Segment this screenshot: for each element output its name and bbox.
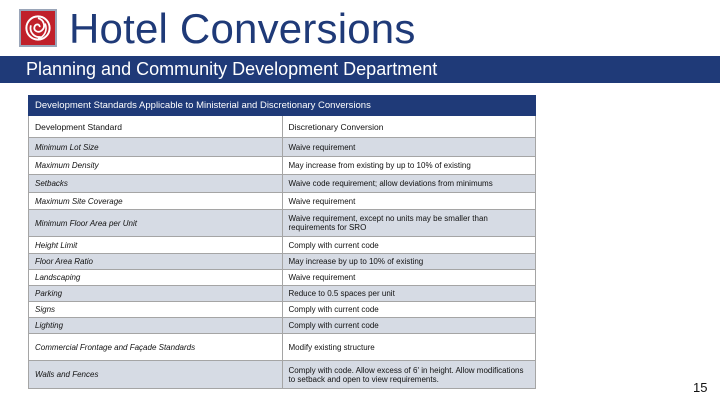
page-number: 15: [693, 380, 708, 395]
department-subtitle: Planning and Community Development Department: [26, 59, 438, 79]
standards-table: [28, 95, 536, 389]
value-cell: Comply with current code: [282, 237, 536, 254]
value-cell: May increase by up to 10% of existing: [282, 254, 536, 270]
value-cell: Comply with current code: [282, 302, 536, 318]
standard-cell: Minimum Lot Size: [29, 138, 283, 157]
table-row: [29, 361, 536, 389]
table-caption-row: [29, 96, 536, 116]
table-row: [29, 210, 536, 237]
table-row: [29, 175, 536, 193]
standard-cell: Walls and Fences: [29, 361, 283, 389]
table-row: [29, 270, 536, 286]
value-cell: May increase from existing by up to 10% of existing: [282, 157, 536, 175]
standard-cell: Height Limit: [29, 237, 283, 254]
value-cell: Reduce to 0.5 spaces per unit: [282, 286, 536, 302]
column-header-standard: Development Standard: [29, 116, 283, 138]
table-row: [29, 193, 536, 210]
value-cell: Waive requirement: [282, 193, 536, 210]
standard-cell: Minimum Floor Area per Unit: [29, 210, 283, 237]
column-header-conversion: Discretionary Conversion: [282, 116, 536, 138]
department-bar: [0, 56, 720, 83]
table-row: [29, 157, 536, 175]
standard-cell: Landscaping: [29, 270, 283, 286]
table-row: [29, 318, 536, 334]
table-caption: Development Standards Applicable to Ministerial and Discretionary Conversions: [29, 96, 536, 116]
value-cell: Waive requirement: [282, 270, 536, 286]
value-cell: Waive requirement, except no units may be smaller than requirements for SRO: [282, 210, 536, 237]
value-cell: Modify existing structure: [282, 334, 536, 361]
standard-cell: Setbacks: [29, 175, 283, 193]
table-header-row: [29, 116, 536, 138]
standard-cell: Maximum Site Coverage: [29, 193, 283, 210]
value-cell: Comply with current code: [282, 318, 536, 334]
rose-logo-icon: [19, 9, 57, 47]
standard-cell: Floor Area Ratio: [29, 254, 283, 270]
table-row: [29, 138, 536, 157]
slide-header: [0, 0, 720, 56]
value-cell: Waive requirement: [282, 138, 536, 157]
page-title: Hotel Conversions: [69, 5, 416, 52]
value-cell: Waive code requirement; allow deviations from minimums: [282, 175, 536, 193]
standards-table-container: [28, 95, 536, 389]
standard-cell: Maximum Density: [29, 157, 283, 175]
value-cell: Comply with code. Allow excess of 6' in height. Allow modifications to setback and open to view requirements.: [282, 361, 536, 389]
standard-cell: Signs: [29, 302, 283, 318]
table-row: [29, 254, 536, 270]
table-row: [29, 237, 536, 254]
standard-cell: Parking: [29, 286, 283, 302]
standard-cell: Commercial Frontage and Façade Standards: [29, 334, 283, 361]
table-row: [29, 302, 536, 318]
table-row: [29, 334, 536, 361]
table-row: [29, 286, 536, 302]
standard-cell: Lighting: [29, 318, 283, 334]
